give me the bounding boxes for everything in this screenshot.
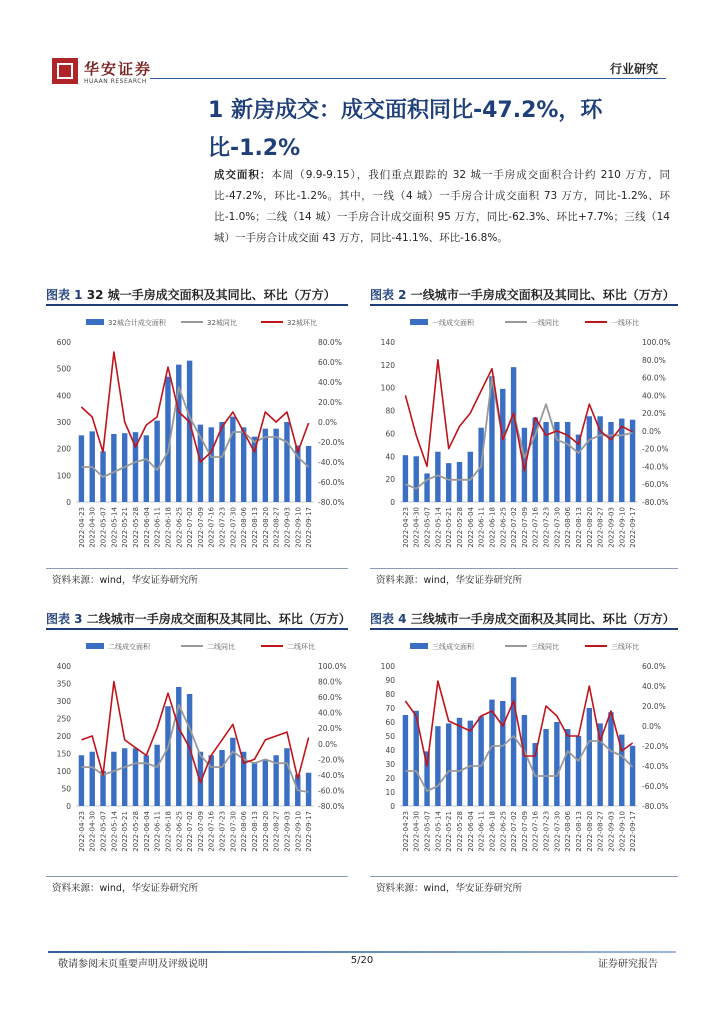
y-tick-label: 80 (385, 690, 395, 699)
y-tick-label: 40 (385, 746, 395, 755)
x-tick-label: 2022-09-10 (618, 811, 627, 852)
body-lead: 成交面积： (214, 169, 272, 181)
bar (403, 455, 408, 502)
x-tick-label: 2022-06-18 (488, 507, 497, 548)
y-tick-label: 0 (390, 802, 395, 811)
y2-tick-label: 100.0% (642, 338, 671, 347)
bar (165, 706, 170, 806)
y2-tick-label: -20.0% (642, 742, 669, 751)
figure-1-rule (46, 304, 348, 306)
x-tick-label: 2022-09-03 (607, 507, 616, 548)
x-tick-label: 2022-09-10 (294, 507, 303, 548)
legend-label: 三线同比 (531, 643, 559, 651)
x-tick-label: 2022-06-11 (477, 810, 486, 852)
y-tick-label: 40 (385, 452, 395, 462)
x-tick-label: 2022-06-11 (477, 506, 486, 548)
x-tick-label: 2022-07-23 (218, 810, 227, 852)
x-tick-label: 2022-07-02 (186, 507, 195, 548)
bar (306, 773, 311, 806)
x-tick-label: 2022-07-16 (531, 506, 540, 548)
x-tick-label: 2022-06-04 (142, 810, 151, 852)
y2-tick-label: -40.0% (318, 770, 345, 780)
figure-4-title (370, 610, 675, 627)
bar (111, 434, 116, 502)
y2-tick-label: -60.0% (318, 478, 345, 487)
y2-tick-label: -60.0% (318, 786, 345, 796)
brand-name-en: HUAAN RESEARCH (84, 78, 147, 85)
bar (122, 748, 127, 806)
bar (608, 712, 613, 806)
bar (446, 723, 451, 806)
y-tick-label: 20 (385, 475, 395, 485)
y2-tick-label: 40.0% (318, 378, 342, 387)
y2-tick-label: -20.0% (318, 755, 345, 765)
y2-tick-label: 60.0% (318, 358, 342, 367)
header-rule (150, 78, 666, 79)
y2-tick-label: -60.0% (642, 480, 669, 490)
y-tick-label: 90 (385, 676, 395, 685)
x-tick-label: 2022-09-10 (294, 811, 303, 852)
x-tick-label: 2022-05-14 (434, 507, 443, 548)
y2-tick-label: -80.0% (642, 802, 669, 811)
bar (457, 718, 462, 806)
bar (424, 473, 429, 502)
figure-3-title (46, 610, 351, 627)
y-tick-label: 100 (380, 383, 395, 393)
x-tick-label: 2022-05-28 (132, 811, 140, 852)
x-tick-label: 2022-07-16 (207, 810, 216, 852)
figure-2-source: 资料来源：wind，华安证券研究所 (376, 575, 522, 586)
legend-label: 三线成交面积 (432, 643, 474, 651)
x-tick-label: 2022-09-03 (607, 811, 616, 852)
y-tick-label: 250 (56, 714, 71, 724)
x-tick-label: 2022-04-23 (401, 810, 410, 852)
y2-tick-label: 40.0% (642, 682, 666, 691)
y-tick-label: 20 (385, 774, 395, 783)
x-tick-label: 2022-07-09 (520, 506, 529, 548)
y2-tick-label: -20.0% (318, 438, 345, 447)
bar (154, 745, 159, 806)
y2-tick-label: -80.0% (318, 498, 345, 507)
legend-label: 三线环比 (611, 643, 639, 651)
bar (252, 762, 257, 806)
x-tick-label: 2022-07-23 (542, 810, 551, 852)
body-text: 本周（9.9-9.15），我们重点跟踪的 32 城一手房成交面积合计约 210 万方，同比-47.2%，环比-1.2%。其中，一线（4 城）一手房合计成交面积 73 万方，同比-1.2%、环比-1.0%；二线（14 城）一手房合计成交面积 95 万方，同比-62.3%、环比+7.7%；三线（14 城）一手房合计成交面 43 万方，同比-41.1%、环比-16.8%。 (214, 169, 670, 244)
legend-label: 32城环比 (287, 319, 317, 327)
y-tick-label: 120 (380, 360, 395, 370)
x-tick-label: 2022-04-30 (88, 810, 97, 852)
figure-4-rule-bottom (370, 876, 678, 877)
x-tick-label: 2022-08-27 (272, 506, 281, 548)
x-tick-label: 2022-08-13 (575, 811, 583, 852)
section-title: 1 新房成交：成交面积同比-47.2%，环比-1.2% (208, 98, 603, 161)
x-tick-label: 2022-08-06 (564, 811, 573, 852)
x-tick-label: 2022-08-13 (251, 811, 259, 852)
bar (79, 755, 84, 806)
bar (209, 755, 214, 806)
y-tick-label: 50 (61, 784, 71, 794)
y-tick-label: 350 (56, 679, 71, 689)
figure-1-source: 资料来源：wind，华安证券研究所 (52, 575, 198, 586)
figure-2-rule-bottom (370, 568, 678, 569)
bar (219, 422, 224, 502)
bar (500, 389, 505, 502)
x-tick-label: 2022-08-13 (575, 507, 583, 548)
bar (576, 736, 581, 806)
legend-label: 二线环比 (287, 643, 315, 651)
x-tick-label: 2022-09-03 (283, 507, 292, 548)
chart-legend (86, 318, 317, 327)
figure-1-title (46, 286, 336, 303)
x-tick-label: 2022-07-09 (196, 810, 205, 852)
x-tick-label: 2022-05-07 (423, 810, 432, 852)
x-tick-label: 2022-06-25 (499, 811, 508, 852)
x-tick-label: 2022-08-27 (596, 810, 605, 852)
y-tick-label: 150 (56, 749, 71, 759)
x-tick-label: 2022-06-11 (153, 506, 162, 548)
x-tick-label: 2022-07-23 (218, 506, 227, 548)
bar (446, 463, 451, 502)
x-tick-label: 2022-09-03 (283, 811, 292, 852)
y-tick-label: 10 (385, 788, 395, 797)
x-tick-label: 2022-04-30 (412, 810, 421, 852)
bar (273, 429, 278, 502)
bar (263, 429, 268, 502)
y2-tick-label: 0.0% (318, 739, 338, 749)
x-tick-label: 2022-07-09 (520, 810, 529, 852)
y2-tick-label: 0.0% (318, 418, 338, 427)
legend-swatch-bar (86, 319, 104, 325)
y-tick-label: 200 (56, 444, 71, 454)
x-tick-label: 2022-05-21 (121, 507, 130, 548)
x-tick-label: 2022-05-28 (132, 507, 140, 548)
y2-tick-label: 20.0% (642, 702, 666, 711)
bar (565, 729, 570, 806)
y-tick-label: 0 (66, 498, 71, 507)
x-tick-label: 2022-08-20 (261, 506, 270, 548)
y-tick-label: 0 (390, 498, 395, 507)
bar (154, 421, 159, 502)
y2-tick-label: 100.0% (318, 662, 347, 671)
y-tick-label: 60 (385, 429, 395, 439)
bar (230, 738, 235, 806)
x-tick-label: 2022-05-21 (445, 507, 454, 548)
x-tick-label: 2022-08-06 (240, 811, 249, 852)
x-tick-label: 2022-05-21 (121, 811, 130, 852)
x-tick-label: 2022-08-13 (251, 507, 259, 548)
y2-tick-label: -20.0% (642, 444, 669, 454)
x-tick-label: 2022-04-23 (77, 506, 86, 548)
figure-2-label: 图表 2 (370, 288, 407, 302)
y2-tick-label: 80.0% (642, 355, 666, 365)
legend-swatch-bar (86, 643, 104, 649)
y2-tick-label: -40.0% (642, 762, 669, 771)
x-tick-label: 2022-06-18 (164, 811, 173, 852)
bar (144, 435, 149, 502)
figure-2-title-text: 一线城市一手房成交面积及其同比、环比（万方） (410, 288, 675, 302)
x-tick-label: 2022-06-11 (153, 810, 162, 852)
y2-tick-label: 20.0% (642, 409, 666, 419)
figure-1-title-text: 32 城一手房成交面积及其同比、环比（万方） (86, 288, 336, 302)
figure-4-title-text: 三线城市一手房成交面积及其同比、环比（万方） (410, 612, 675, 626)
chart-tier3-cities (370, 634, 680, 870)
y-tick-label: 70 (385, 704, 395, 713)
y-tick-label: 100 (56, 767, 71, 776)
x-tick-label: 2022-07-23 (542, 506, 551, 548)
bar (284, 422, 289, 502)
y-tick-label: 50 (385, 732, 395, 741)
bar (403, 715, 408, 806)
figure-1-label: 图表 1 (46, 288, 83, 302)
y2-tick-label: 80.0% (318, 677, 342, 687)
section-label: 行业研究 (609, 62, 658, 76)
x-tick-label: 2022-07-16 (531, 810, 540, 852)
y2-tick-label: 0.0% (642, 426, 662, 436)
bar (619, 419, 624, 502)
y2-tick-label: 40.0% (642, 391, 666, 401)
figure-2-rule (370, 304, 678, 306)
x-tick-label: 2022-05-14 (110, 811, 119, 852)
bar (587, 416, 592, 502)
bar (306, 446, 311, 502)
x-tick-label: 2022-07-30 (553, 507, 562, 548)
x-tick-label: 2022-04-23 (401, 506, 410, 548)
x-tick-label: 2022-07-30 (553, 811, 562, 852)
legend-label: 32城同比 (207, 319, 237, 327)
x-tick-label: 2022-06-04 (466, 506, 475, 548)
brand-name: 华安证券 (84, 60, 153, 78)
bar (511, 367, 516, 502)
legend-label: 一线同比 (531, 319, 559, 327)
figure-4-source: 资料来源：wind，华安证券研究所 (376, 883, 522, 894)
bar (468, 721, 473, 806)
y-tick-label: 140 (380, 338, 395, 347)
y2-tick-label: 40.0% (318, 708, 342, 718)
bar (263, 761, 268, 807)
x-tick-label: 2022-06-04 (142, 506, 151, 548)
x-tick-label: 2022-06-25 (499, 507, 508, 548)
x-tick-label: 2022-04-30 (412, 506, 421, 548)
x-tick-label: 2022-08-27 (272, 810, 281, 852)
bar (608, 422, 613, 502)
y2-tick-label: -80.0% (642, 498, 669, 507)
y-tick-label: 30 (385, 760, 395, 769)
y-tick-label: 80 (385, 406, 395, 416)
x-tick-label: 2022-05-14 (110, 507, 119, 548)
y-tick-label: 100 (380, 662, 395, 671)
bar (219, 750, 224, 806)
x-tick-label: 2022-06-04 (466, 810, 475, 852)
y-tick-label: 400 (56, 391, 71, 401)
x-tick-label: 2022-07-02 (510, 811, 519, 852)
y2-tick-label: -40.0% (642, 462, 669, 472)
chart-tier1-cities (370, 310, 680, 566)
chart-tier2-cities (46, 634, 356, 870)
x-tick-label: 2022-08-20 (585, 810, 594, 852)
x-tick-label: 2022-07-16 (207, 506, 216, 548)
legend-label: 一线成交面积 (432, 319, 474, 327)
bar (489, 700, 494, 806)
x-tick-label: 2022-09-17 (629, 507, 638, 548)
legend-label: 32城合计成交面积 (108, 319, 166, 327)
bar (500, 701, 505, 806)
bar (111, 752, 116, 806)
bar (511, 677, 516, 806)
figure-1-rule-bottom (46, 568, 348, 569)
x-tick-label: 2022-06-18 (488, 811, 497, 852)
bar (522, 715, 527, 806)
figure-3-title-text: 二线城市一手房成交面积及其同比、环比（万方） (86, 612, 351, 626)
y-tick-label: 300 (56, 418, 71, 427)
legend-swatch-bar (410, 319, 428, 325)
y-tick-label: 200 (56, 732, 71, 741)
y2-tick-label: 60.0% (642, 373, 666, 383)
y-tick-label: 400 (56, 662, 71, 671)
y2-tick-label: -40.0% (318, 458, 345, 467)
y2-tick-label: 20.0% (318, 724, 342, 734)
y-tick-label: 0 (66, 802, 71, 811)
x-tick-label: 2022-06-25 (175, 811, 184, 852)
bar (284, 748, 289, 806)
y2-tick-label: 60.0% (642, 662, 666, 671)
bar (457, 462, 462, 502)
x-tick-label: 2022-07-09 (196, 506, 205, 548)
body-paragraph (214, 165, 670, 249)
x-tick-label: 2022-08-20 (261, 810, 270, 852)
x-tick-label: 2022-04-23 (77, 810, 86, 852)
figure-3-rule-bottom (46, 876, 348, 877)
bar (209, 427, 214, 502)
bar (100, 771, 105, 806)
figure-3-rule (46, 628, 348, 630)
y2-tick-label: 20.0% (318, 398, 342, 407)
legend-label: 一线环比 (611, 319, 639, 327)
x-tick-label: 2022-09-17 (629, 811, 638, 852)
x-tick-label: 2022-07-30 (229, 811, 238, 852)
x-tick-label: 2022-07-30 (229, 507, 238, 548)
legend-swatch-bar (410, 643, 428, 649)
x-tick-label: 2022-08-06 (564, 507, 573, 548)
figure-4-label: 图表 4 (370, 612, 407, 626)
brand-logo (52, 58, 78, 84)
x-tick-label: 2022-07-02 (510, 507, 519, 548)
y-tick-label: 100 (56, 471, 71, 481)
legend-label: 二线成交面积 (108, 643, 150, 651)
bar (241, 427, 246, 502)
y2-tick-label: 60.0% (318, 693, 342, 703)
y-tick-label: 60 (385, 718, 395, 727)
footer-report-type: 证券研究报告 (598, 959, 658, 970)
x-tick-label: 2022-05-21 (445, 811, 454, 852)
bar (630, 420, 635, 502)
page-number: 5/20 (350, 955, 374, 966)
y-tick-label: 300 (56, 697, 71, 706)
legend-label: 二线同比 (207, 643, 235, 651)
figure-2-title (370, 286, 675, 303)
chart-32-cities (46, 310, 356, 566)
x-tick-label: 2022-05-07 (423, 506, 432, 548)
bar (587, 708, 592, 806)
x-tick-label: 2022-08-06 (240, 507, 249, 548)
x-tick-label: 2022-06-18 (164, 507, 173, 548)
y2-tick-label: -80.0% (318, 802, 345, 811)
figure-4-rule (370, 628, 678, 630)
y2-tick-label: -60.0% (642, 782, 669, 791)
x-tick-label: 2022-09-17 (305, 811, 314, 852)
bar (630, 746, 635, 806)
x-tick-label: 2022-06-25 (175, 507, 184, 548)
bar (133, 748, 138, 806)
footer-disclaimer: 敬请参阅末页重要声明及评级说明 (58, 959, 208, 970)
figure-3-label: 图表 3 (46, 612, 83, 626)
x-tick-label: 2022-05-07 (99, 506, 108, 548)
chart-legend (410, 642, 639, 651)
x-tick-label: 2022-05-14 (434, 811, 443, 852)
bar (554, 722, 559, 806)
x-tick-label: 2022-05-07 (99, 810, 108, 852)
bar (435, 726, 440, 806)
x-tick-label: 2022-09-17 (305, 507, 314, 548)
x-tick-label: 2022-04-30 (88, 506, 97, 548)
x-tick-label: 2022-08-20 (585, 506, 594, 548)
footer-rule (48, 951, 676, 953)
bar (414, 456, 419, 502)
bar (176, 365, 181, 502)
x-tick-label: 2022-09-10 (618, 507, 627, 548)
y2-tick-label: 80.0% (318, 338, 342, 347)
x-tick-label: 2022-05-28 (456, 507, 464, 548)
bar (90, 752, 95, 806)
bar (230, 417, 235, 502)
y2-tick-label: 0.0% (642, 722, 662, 731)
chart-legend (86, 642, 315, 651)
x-tick-label: 2022-05-28 (456, 811, 464, 852)
y-tick-label: 500 (56, 364, 71, 374)
x-tick-label: 2022-07-02 (186, 811, 195, 852)
y-tick-label: 600 (56, 338, 71, 347)
bar (543, 729, 548, 806)
figure-3-source: 资料来源：wind，华安证券研究所 (52, 883, 198, 894)
x-tick-label: 2022-08-27 (596, 506, 605, 548)
bar (79, 435, 84, 502)
chart-legend (410, 318, 639, 327)
